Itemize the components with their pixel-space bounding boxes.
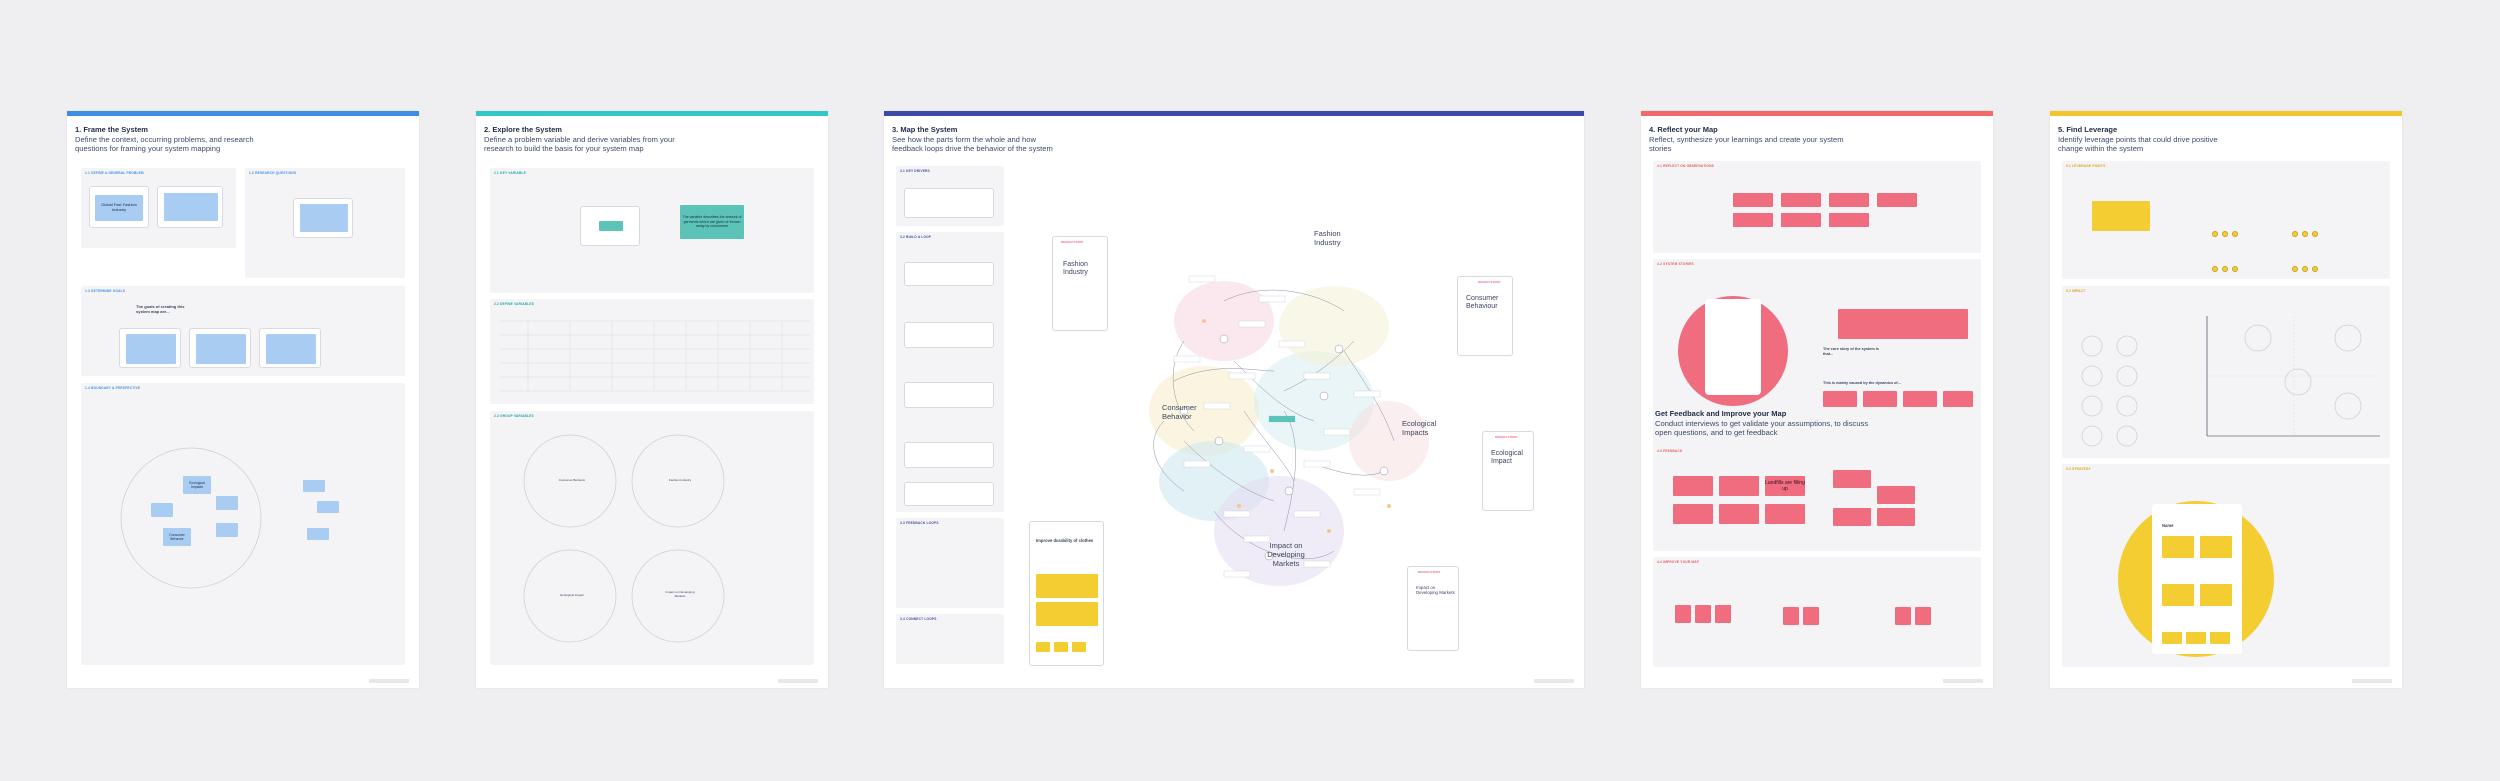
sticky-strategy-7[interactable] [2210,632,2230,644]
section-label: 5.2 IMPACT [2066,289,2086,293]
sticky-strategy-5[interactable] [2162,632,2182,644]
sticky-key-variable[interactable]: The variable describes the amount of garments which are given or thrown away by consumers [680,205,744,239]
sticky-small-5[interactable] [317,501,339,513]
sticky-reflect-2[interactable] [1781,193,1821,207]
board-footer [1943,679,1983,683]
question-card[interactable] [293,198,353,238]
sticky-small-6[interactable] [307,528,329,540]
sticky-reflect-5[interactable] [1733,213,1773,227]
section-label: 1.3 DETERMINE GOALS [85,289,126,293]
frame-improve-map[interactable] [1653,557,1981,667]
section-label: 3.4 CONNECT LOOPS [900,617,937,621]
strategy-name-label: Name [2162,523,2174,528]
story-line: The core story of the system is that... [1823,347,1879,356]
frame-define-variables[interactable] [490,299,814,404]
causal-loop-diagram[interactable] [884,111,1584,688]
sticky-goal-3[interactable] [266,334,316,364]
coin-icon[interactable] [2312,231,2318,237]
sticky-improve-3[interactable] [1715,605,1731,623]
frame-goals[interactable] [81,286,405,376]
group-label-fashion: Fashion Industry [668,478,692,482]
board-reflect-your-map[interactable] [1641,111,1993,688]
sticky-improve-6[interactable] [1895,607,1911,625]
sticky-feedback-8[interactable] [1877,486,1915,504]
board-title: 2. Explore the System [484,125,562,134]
board-accent-bar [476,111,828,116]
board-footer [778,679,818,683]
sticky-improve-2[interactable] [1695,605,1711,623]
sticky-feedback-1[interactable] [1673,476,1713,496]
section-label: 4.1 REFLECT ON OBSERVATIONS [1657,164,1714,168]
frame-reflect[interactable] [1653,161,1981,253]
sticky-small-4[interactable] [303,480,325,492]
sticky-reflect-7[interactable] [1829,213,1869,227]
goal-label: The goals of creating this system map are... [136,304,185,314]
goal-card-1[interactable] [119,328,181,368]
sticky-global-fast-fashion[interactable]: Global Fast Fashion Industry [95,195,143,221]
section-label: 1.4 BOUNDARY & PERSPECTIVE [85,386,141,390]
variables-table [490,299,814,404]
story-line-2: This is mainly caused by the dynamics of... [1823,381,1901,385]
board-subtitle: See how the parts form the whole and how feedback loops drive the behavior of the system [892,135,1053,153]
story-title: Consumer Behaviour [1466,295,1499,310]
coin-icon[interactable] [2312,266,2318,272]
sticky-goal-1[interactable] [126,334,176,364]
frame-research-questions[interactable] [245,168,405,278]
sticky-problem-detail[interactable] [164,193,218,221]
board-frame-the-system[interactable] [67,111,419,688]
sticky-cause-1[interactable] [1823,391,1857,407]
sticky-improve-1[interactable] [1675,605,1691,623]
sticky-strategy-2[interactable] [2200,536,2232,558]
group-label-ecological: Ecological Impact [560,593,584,597]
cluster-label-consumer: Consumer Behavior [1162,403,1197,421]
frame-strategy[interactable] [2062,464,2390,667]
board-footer [369,679,409,683]
cluster-label-fashion: Fashion Industry [1314,229,1341,247]
section-label: 2.2 DEFINE VARIABLES [494,302,535,306]
board-subtitle: Reflect, synthesize your learnings and create your system stories [1649,135,1844,153]
sticky-strategy-4[interactable] [2200,584,2232,606]
sticky-strategy-6[interactable] [2186,632,2206,644]
coin-icon[interactable] [2292,266,2298,272]
section-label: 2.1 KEY VARIABLE [494,171,526,175]
board-subtitle: Identify leverage points that could drive positive change within the system [2058,135,2218,153]
sticky-improve-4[interactable] [1783,607,1799,625]
sticky-improve-7[interactable] [1915,607,1931,625]
board-map-the-system[interactable] [884,111,1584,688]
board-accent-bar [1641,111,1993,116]
coin-icon[interactable] [2222,231,2228,237]
group-label-developing: Impact on Developing Markets [665,590,695,598]
feedback-title: Get Feedback and Improve your Map [1655,409,1787,418]
coin-icon[interactable] [2292,231,2298,237]
frame-leverage-points[interactable] [2062,161,2390,279]
story-circle [1663,281,1803,421]
sticky-strategy-3[interactable] [2162,584,2194,606]
sticky-feedback-9[interactable] [1833,508,1871,526]
frame-key-variable[interactable] [490,168,814,293]
coin-icon[interactable] [2212,266,2218,272]
section-label: 4.4 IMPROVE YOUR MAP [1657,560,1700,564]
sticky-strategy-1[interactable] [2162,536,2194,558]
sticky-feedback-10[interactable] [1877,508,1915,526]
coin-icon[interactable] [2302,231,2308,237]
board-subtitle: Define the context, occurring problems, and research questions for framing your system mapping [75,135,254,153]
sticky-small-2[interactable] [216,496,238,510]
frame-boundary[interactable] [81,383,405,665]
cluster-label-ecological: Ecological Impacts [1402,419,1437,437]
section-label: 1.1 DEFINE A GENERAL PROBLEM [85,171,144,175]
coin-icon[interactable] [2232,231,2238,237]
sticky-ecological-impacts[interactable]: Ecological Impacts [183,476,211,494]
sticky-feedback-7[interactable] [1833,470,1871,488]
section-label: 5.1 LEVERAGE POINTS [2066,164,2106,168]
story-tag: DESIGN STORY [1495,435,1518,439]
board-footer [1534,679,1574,683]
section-label: 4.3 FEEDBACK [1657,449,1683,453]
frame-feedback[interactable] [1653,446,1981,551]
story-tag: DESIGN STORY [1478,280,1501,284]
section-label: 1.2 RESEARCH QUESTIONS [249,171,297,175]
story-title: Impact on Developing Markets [1416,585,1455,596]
section-label: 3.1 KEY DRIVERS [900,169,930,173]
key-variable-card[interactable] [580,206,640,246]
coin-icon[interactable] [2302,266,2308,272]
sticky-feedback-4[interactable] [1673,504,1713,524]
sticky-small-1[interactable] [151,503,173,517]
sticky-reflect-6[interactable] [1781,213,1821,227]
coin-icon[interactable] [2222,266,2228,272]
sticky-feedback-6[interactable] [1765,504,1805,524]
coin-icon[interactable] [2232,266,2238,272]
sticky-reflect-3[interactable] [1829,193,1869,207]
sticky-cause-4[interactable] [1943,391,1973,407]
frame-problem[interactable] [81,168,236,248]
goal-card-2[interactable] [189,328,251,368]
durability-title: Improve durability of clothes [1036,538,1094,543]
story-title: Ecological Impact [1491,450,1523,465]
sticky-feedback-2[interactable] [1719,476,1759,496]
story-tag: DESIGN STORY [1061,240,1084,244]
board-subtitle: Define a problem variable and derive variables from your research to build the basis for your system map [484,135,675,153]
boundary-circle [81,383,405,665]
story-title: Fashion Industry [1063,261,1088,276]
board-find-leverage[interactable] [2050,111,2402,688]
section-label: 3.2 BUILD A LOOP [900,235,932,239]
coin-icon[interactable] [2212,231,2218,237]
board-title: 1. Frame the System [75,125,148,134]
sticky-improve-5[interactable] [1803,607,1819,625]
sticky-consumer-behavior[interactable]: Consumer Behavior [163,528,191,546]
section-label: 5.3 STRATEGY [2066,467,2091,471]
frame-impact[interactable] [2062,286,2390,458]
group-label-consumer: Consumer Behavior [558,478,586,482]
section-label: 4.2 SYSTEM STORIES [1657,262,1694,266]
board-footer [2352,679,2392,683]
sticky-feedback-5[interactable] [1719,504,1759,524]
sticky-leverage-main[interactable] [2092,201,2150,231]
board-title: 4. Reflect your Map [1649,125,1718,134]
section-label: 2.3 GROUP VARIABLES [494,414,534,418]
group-circles [490,411,814,665]
sticky-small-3[interactable] [216,523,238,537]
problem-card-2[interactable] [157,186,223,228]
sticky-reflect-4[interactable] [1877,193,1917,207]
sticky-reflect-1[interactable] [1733,193,1773,207]
story-tag: DESIGN STORY [1418,570,1441,574]
sticky-goal-2[interactable] [196,334,246,364]
sticky-cause-3[interactable] [1903,391,1937,407]
goal-card-3[interactable] [259,328,321,368]
impact-matrix [2062,286,2390,458]
board-title: 3. Map the System [892,125,958,134]
problem-card[interactable] [89,186,149,228]
sticky-research-question[interactable] [300,204,348,232]
sticky-cause-2[interactable] [1863,391,1897,407]
board-accent-bar [67,111,419,116]
cluster-label-developing: Impact on Developing Markets [1267,541,1305,568]
frame-group-variables[interactable] [490,411,814,665]
board-title: 5. Find Leverage [2058,125,2118,134]
board-accent-bar [2050,111,2402,116]
sticky-landfills[interactable]: Landfills are filling up [1765,476,1805,496]
feedback-subtitle: Conduct interviews to get validate your assumptions, to discuss open questions, and to get feedback [1655,419,1869,437]
sticky-story-main[interactable] [1838,309,1968,339]
sticky-key-variable-small[interactable] [599,221,623,231]
section-label: 3.3 FEEDBACK LOOPS [900,521,939,525]
board-explore-the-system[interactable] [476,111,828,688]
